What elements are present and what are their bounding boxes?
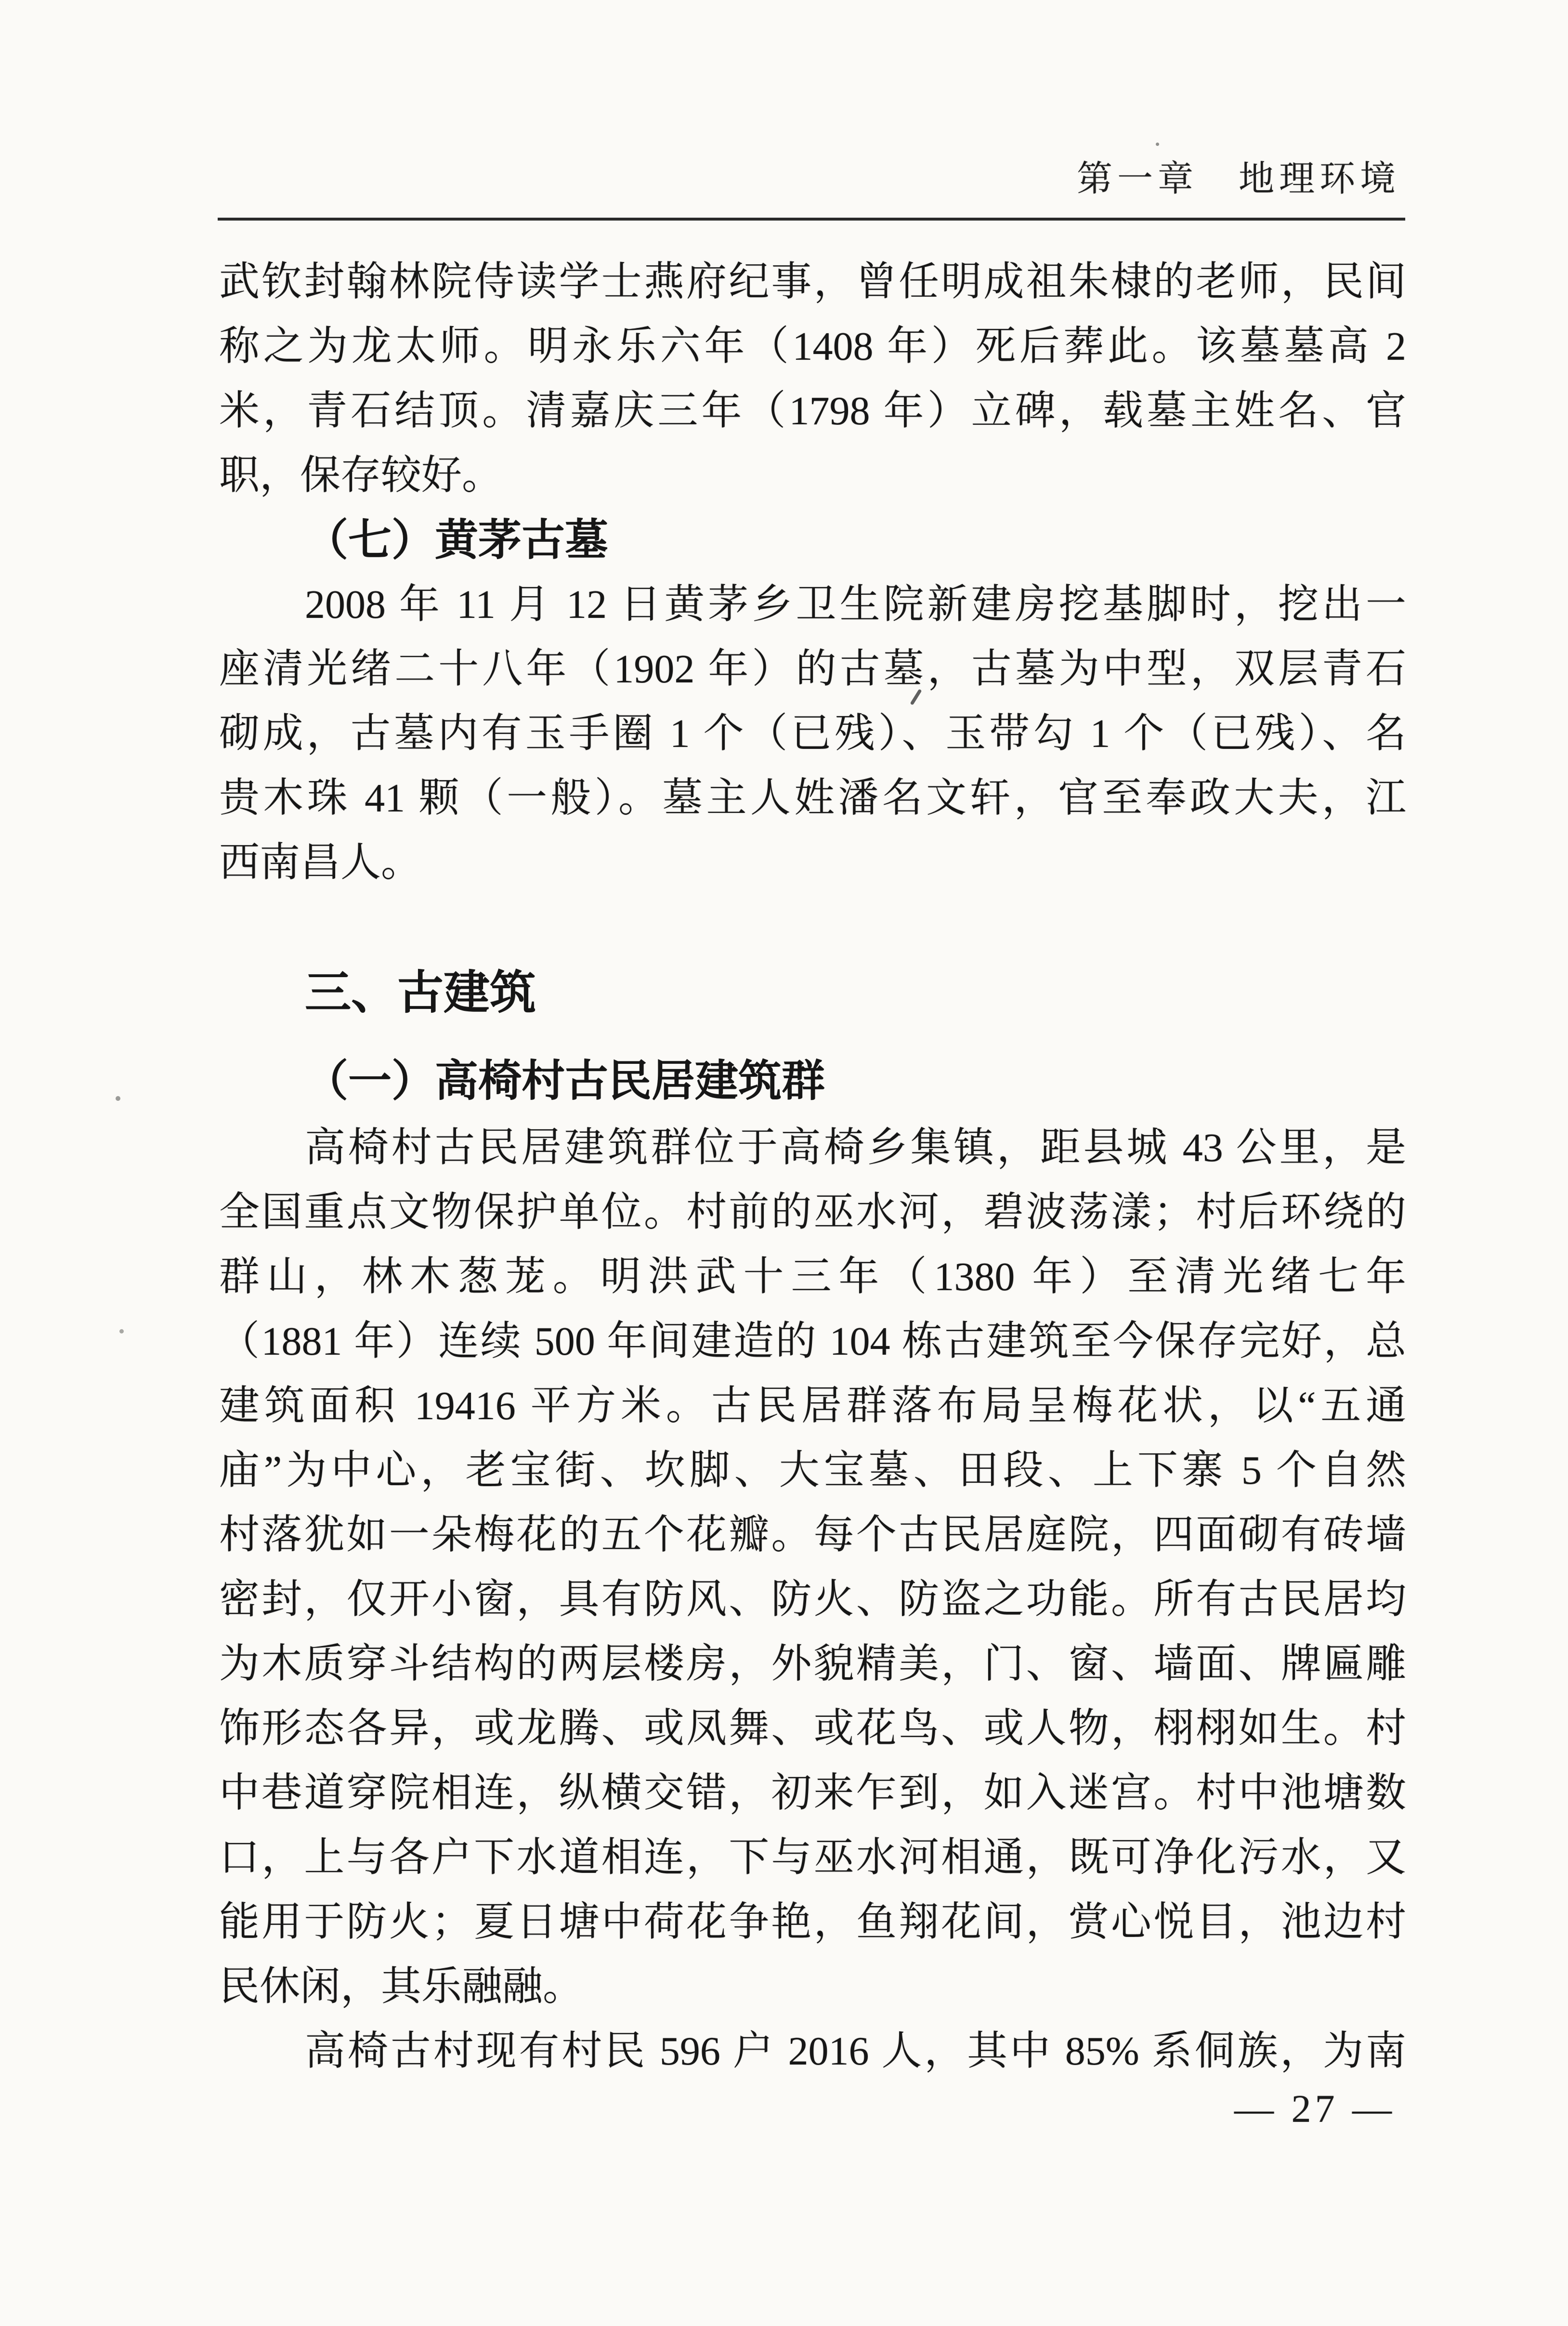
paragraph (219, 573, 1406, 895)
text-line: 村落犹如一朵梅花的五个花瓣。每个古民居庭院，四面砌有砖墙 (219, 1513, 1406, 1557)
scan-speck (119, 1329, 124, 1333)
text-line: 为木质穿斗结构的两层楼房，外貌精美，门、窗、墙面、牌匾雕 (219, 1642, 1406, 1686)
text-line: 群山，林木葱茏。明洪武十三年（1380 年）至清光绪七年 (219, 1254, 1406, 1299)
text-line: 2008 年 11 月 12 日黄茅乡卫生院新建房挖基脚时，挖出一 (305, 582, 1406, 627)
scan-speck (116, 1096, 120, 1101)
text-line: 砌成，古墓内有玉手圈 1 个（已残）、玉带勾 1 个（已残）、名 (219, 711, 1406, 756)
page-body (219, 250, 1406, 2084)
paragraph (219, 250, 1406, 508)
heading (219, 1046, 1406, 1116)
text-line: 庙”为中心，老宝街、坎脚、大宝墓、田段、上下寨 5 个自然 (219, 1448, 1406, 1493)
text-line: 饰形态各异，或龙腾、或凤舞、或花鸟、或人物，栩栩如生。村 (219, 1706, 1406, 1751)
page-number: — 27 — (1234, 2087, 1396, 2130)
paragraph (219, 1116, 1406, 2019)
text-line: （1881 年）连续 500 年间建造的 104 栋古建筑至今保存完好，总 (219, 1319, 1406, 1364)
text-line: 座清光绪二十八年（1902 年）的古墓，古墓为中型，双层青石 (219, 647, 1406, 692)
text-line: 职，保存较好。 (219, 453, 503, 498)
heading (219, 957, 1406, 1029)
text-line: （一）高椅村古民居建筑群 (305, 1057, 825, 1105)
text-line: 贵木珠 41 颗（一般）。墓主人姓潘名文轩，官至奉政大夫，江 (219, 776, 1406, 821)
scan-speck (1156, 143, 1159, 146)
text-line: 高椅村古民居建筑群位于高椅乡集镇，距县城 43 公里，是 (305, 1125, 1406, 1170)
text-line: 三、古建筑 (305, 967, 536, 1019)
text-line: 西南昌人。 (219, 840, 422, 885)
text-line: 密封，仅开小窗，具有防风、防火、防盗之功能。所有古民居均 (219, 1577, 1406, 1622)
text-line: 武钦封翰林院侍读学士燕府纪事，曾任明成祖朱棣的老师，民间 (219, 260, 1406, 304)
text-line: 全国重点文物保护单位。村前的巫水河，碧波荡漾；村后环绕的 (219, 1190, 1406, 1235)
text-line: 民休闲，其乐融融。 (219, 1964, 584, 2009)
header-rule (218, 218, 1405, 221)
text-line: 口，上与各户下水道相连，下与巫水河相通，既可净化污水，又 (219, 1835, 1406, 1880)
text-line: （七）黄茅古墓 (305, 516, 608, 564)
text-line: 中巷道穿院相连，纵横交错，初来乍到，如入迷宫。村中池塘数 (219, 1771, 1406, 1816)
text-line: 能用于防火；夏日塘中荷花争艳，鱼翔花间，赏心悦目，池边村 (219, 1900, 1406, 1945)
text-line: 建筑面积 19416 平方米。古民居群落布局呈梅花状，以“五通 (219, 1384, 1406, 1428)
text-line: 米，青石结顶。清嘉庆三年（1798 年）立碑，载墓主姓名、官 (219, 389, 1406, 433)
heading (219, 508, 1406, 573)
text-line: 高椅古村现有村民 596 户 2016 人，其中 85% 系侗族，为南 (305, 2029, 1406, 2074)
text-line: 称之为龙太师。明永乐六年（1408 年）死后葬此。该墓墓高 2 (219, 324, 1406, 369)
running-head: 第一章 地理环境 (1077, 159, 1400, 199)
paragraph (219, 2019, 1406, 2084)
